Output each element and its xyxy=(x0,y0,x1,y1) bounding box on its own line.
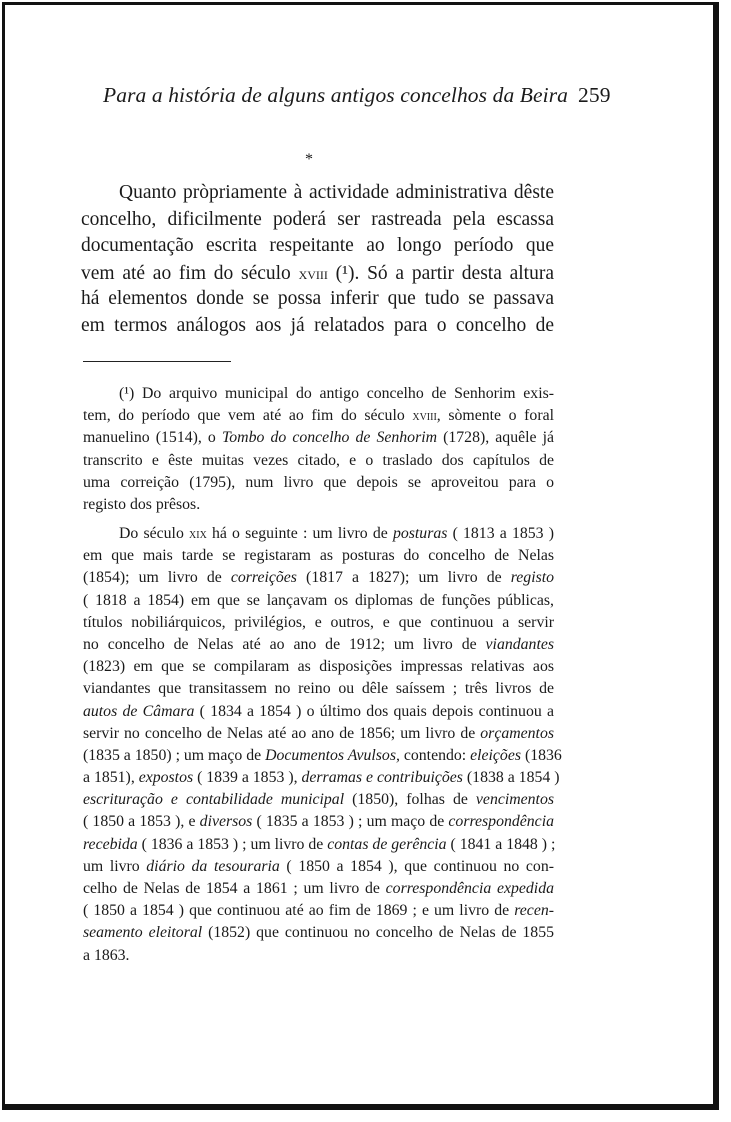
footnote-1 xyxy=(83,383,554,516)
footnote-line: recebida ( 1836 a 1853 ) ; um livro de contas de gerência ( 1841 a 1848 ) ; xyxy=(83,835,556,853)
footnote-line: (1854); um livro de correições (1817 a 1827); um livro de registo xyxy=(83,569,555,587)
text-line: Quanto pròpriamente à actividade administrativa dêste xyxy=(119,182,554,203)
text-line: há elementos donde se possa inferir que tudo se passava xyxy=(81,288,554,310)
footnote-line: Do século xix há o seguinte : um livro de posturas ( 1813 a 1853 ) xyxy=(119,525,554,542)
footnote-line: a 1851), expostos ( 1839 a 1853 ), derramas e contribuições (1838 a 1854 ) xyxy=(83,769,560,787)
century-numeral: xviii xyxy=(412,408,437,425)
footnote-2 xyxy=(83,523,562,967)
section-separator: * xyxy=(305,151,313,168)
footnote-line: ( 1850 a 1853 ), e diversos ( 1835 a 1853 ) ; um maço de correspondência xyxy=(83,813,554,831)
footnote-line: no concelho de Nelas até ao ano de 1912; um livro de viandantes xyxy=(83,635,554,653)
century-numeral: xviii xyxy=(298,262,328,283)
text-line: concelho, dificilmente poderá ser rastreada pela escassa xyxy=(81,208,554,230)
footnote-line: registo dos prêsos. xyxy=(83,495,201,513)
header-title: Para a história de alguns antigos concelhos da Beira xyxy=(103,83,569,107)
footnote-line: servir no concelho de Nelas até ao ano de 1856; um livro de orçamentos xyxy=(83,724,554,742)
page xyxy=(2,2,719,1110)
text-line: em termos análogos aos já relatados para o concelho de xyxy=(81,314,554,336)
running-header xyxy=(103,83,611,108)
text-line: documentação escrita respeitante ao longo período que xyxy=(81,235,554,257)
footnote-line: ( 1818 a 1854) em que se lançavam os diplomas de funções públicas, xyxy=(83,591,554,609)
footnote-line: manuelino (1514), o Tombo do concelho de Senhorim (1728), aquêle já xyxy=(83,429,554,447)
footnote-line: celho de Nelas de 1854 a 1861 ; um livro de correspondência expedida xyxy=(83,880,554,897)
footnote-line: tem, do período que vem até ao fim do século xviii, sòmente o foral xyxy=(83,407,554,425)
footnote-line: (1835 a 1850) ; um maço de Documentos Avulsos, contendo: eleições (1836 xyxy=(83,746,562,764)
footnote-line: uma correição (1795), num livro que depois se aproveitou para o xyxy=(83,473,554,491)
footnote-line: um livro diário da tesouraria ( 1850 a 1854 ), que continuou no con- xyxy=(83,857,554,875)
page-number: 259 xyxy=(578,83,611,107)
footnote-line: ( 1850 a 1854 ) que continuou até ao fim de 1869 ; e um livro de recen- xyxy=(83,902,554,920)
footnote-line: títulos nobiliárquicos, privilégios, e outros, e que continuou a servir xyxy=(83,613,554,631)
footnote-line: autos de Câmara ( 1834 a 1854 ) o último dos quais depois continuou a xyxy=(83,702,555,720)
body-paragraph xyxy=(81,180,554,340)
footnote-rule xyxy=(83,361,231,362)
footnote-line: (1823) em que se compilaram as disposições impressas relativas aos xyxy=(83,658,554,676)
footnote-line: (¹) Do arquivo municipal do antigo concelho de Senhorim exis- xyxy=(119,385,554,402)
footnote-line: seamento eleitoral (1852) que continuou no concelho de Nelas de 1855 xyxy=(83,924,554,942)
text-line: vem até ao fim do século xviii (¹). Só a partir desta altura xyxy=(81,262,554,284)
footnote-line: a 1863. xyxy=(83,946,130,964)
footnote-line: em que mais tarde se registaram as posturas do concelho de Nelas xyxy=(83,547,554,565)
footnote-line: transcrito e êste muitas vezes citado, e o traslado dos capítulos de xyxy=(83,451,554,469)
footnote-line: viandantes que transitassem no reino ou dêle saíssem ; três livros de xyxy=(83,680,554,698)
century-numeral: xix xyxy=(189,526,207,542)
footnote-line: escrituração e contabilidade municipal (1850), folhas de vencimentos xyxy=(83,791,554,809)
book-title: Tombo do concelho de Senhorim xyxy=(221,429,438,447)
